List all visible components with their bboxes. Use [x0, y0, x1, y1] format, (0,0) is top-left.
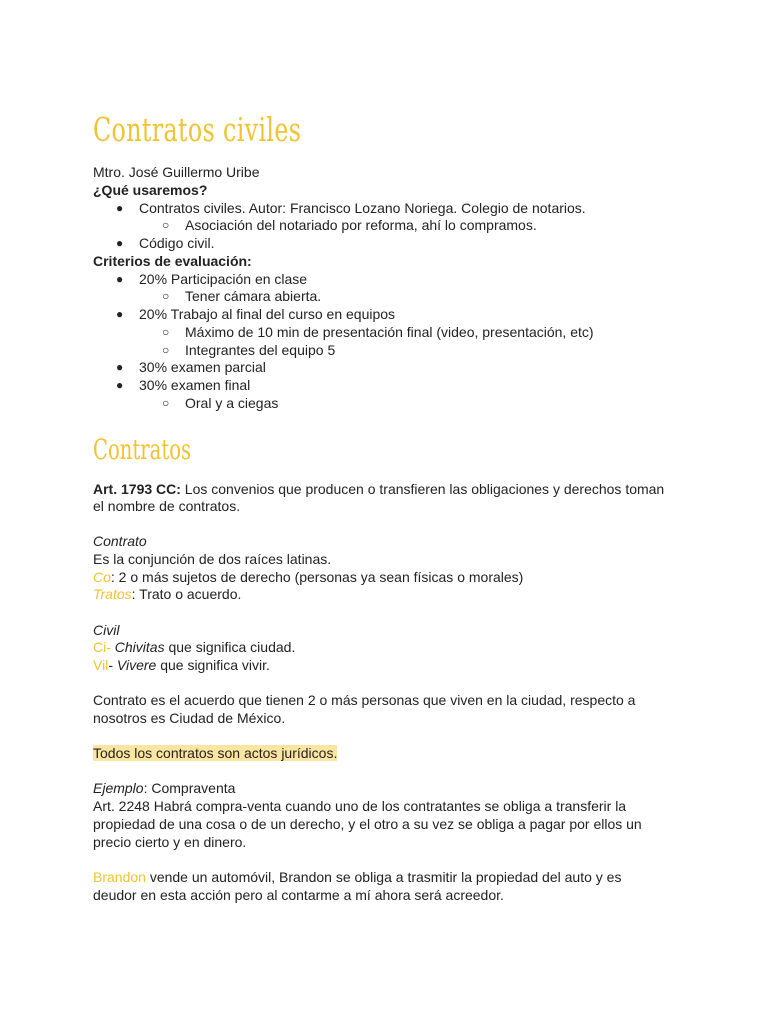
circle-bullet-icon: ○ [162, 289, 170, 303]
criterios-heading: Criterios de evaluación: [93, 253, 252, 269]
art-2248-line-3: precio cierto y en dinero. [93, 834, 247, 850]
document-title: Contratos civiles [93, 110, 302, 149]
bullet-icon: ● [116, 236, 124, 250]
circle-bullet-icon: ○ [162, 343, 170, 357]
list-item: 30% examen parcial [139, 359, 266, 375]
bullet-icon: ● [116, 201, 124, 215]
contrato-line-1: Es la conjunción de dos raíces latinas. [93, 551, 332, 567]
definicion-line-1: Contrato es el acuerdo que tienen 2 o más personas que viven en la ciudad, respecto a [93, 692, 636, 708]
vil-text: que significa vivir. [156, 657, 270, 673]
art-1793-line-2: el nombre de contratos. [93, 498, 241, 514]
ci-italic: Chivitas [110, 639, 165, 655]
vil-dash: - [108, 657, 117, 673]
section-heading-contratos: Contratos [93, 433, 192, 466]
list-item: Oral y a ciegas [185, 395, 279, 411]
brandon-line-1 [93, 869, 621, 887]
bullet-icon: ● [116, 360, 124, 374]
ci-word: Ci- [93, 639, 111, 655]
usaremos-heading: ¿Qué usaremos? [93, 182, 208, 198]
list-item: Asociación del notariado por reforma, ahí lo compramos. [185, 217, 537, 233]
circle-bullet-icon: ○ [162, 396, 170, 410]
co-text: : 2 o más sujetos de derecho (personas ya sean físicas o morales) [110, 569, 524, 585]
brandon-text: vende un automóvil, Brandon se obliga a trasmitir la propiedad del auto y es [145, 869, 622, 885]
bullet-icon: ● [116, 378, 124, 392]
circle-bullet-icon: ○ [162, 218, 170, 232]
definicion-line-2: nosotros es Ciudad de México. [93, 710, 286, 726]
contrato-co-line [93, 569, 523, 587]
art-1793-line-1 [93, 481, 664, 499]
civil-heading: Civil [93, 622, 120, 638]
contrato-heading: Contrato [93, 533, 147, 549]
list-item: Código civil. [139, 235, 215, 251]
list-item: Contratos civiles. Autor: Francisco Lozano Noriega. Colegio de notarios. [139, 200, 586, 216]
teacher-name: Mtro. José Guillermo Uribe [93, 164, 260, 180]
civil-vil-line [93, 657, 270, 675]
brandon-line-2: deudor en esta acción pero al contarme a mí ahora será acreedor. [93, 887, 504, 903]
contrato-tratos-line [93, 586, 241, 604]
art-1793-text: Los convenios que producen o transfieren las obligaciones y derechos toman [180, 481, 665, 497]
list-item: 20% Trabajo al final del curso en equipos [139, 306, 396, 322]
list-item: Integrantes del equipo 5 [185, 342, 336, 358]
bullet-icon: ● [116, 272, 124, 286]
tratos-text: : Trato o acuerdo. [131, 586, 242, 602]
bullet-icon: ● [116, 307, 124, 321]
list-item: 30% examen final [139, 377, 251, 393]
circle-bullet-icon: ○ [162, 325, 170, 339]
list-item: Tener cámara abierta. [185, 288, 322, 304]
ejemplo-text: : Compraventa [143, 780, 236, 796]
tratos-word: Tratos [93, 586, 132, 602]
vil-italic: Vivere [116, 657, 157, 673]
list-item: 20% Participación en clase [139, 271, 308, 287]
ejemplo-line [93, 780, 235, 798]
art-2248-line-1: Art. 2248 Habrá compra-venta cuando uno de los contratantes se obliga a transferir la [93, 798, 627, 814]
ejemplo-label: Ejemplo [93, 780, 144, 796]
highlight-line [93, 745, 337, 763]
highlighted-text: Todos los contratos son actos jurídicos. [93, 745, 338, 761]
co-word: Co [93, 569, 111, 585]
art-2248-line-2: propiedad de una cosa o de un derecho, y el otro a su vez se obliga a pagar por ellos un [93, 816, 642, 832]
civil-ci-line [93, 639, 295, 657]
art-1793-label: Art. 1793 CC: [93, 481, 181, 497]
vil-word: Vil [93, 657, 109, 673]
list-item: Máximo de 10 min de presentación final (video, presentación, etc) [185, 324, 594, 340]
ci-text: que significa ciudad. [164, 639, 296, 655]
brandon-name: Brandon [93, 869, 146, 885]
